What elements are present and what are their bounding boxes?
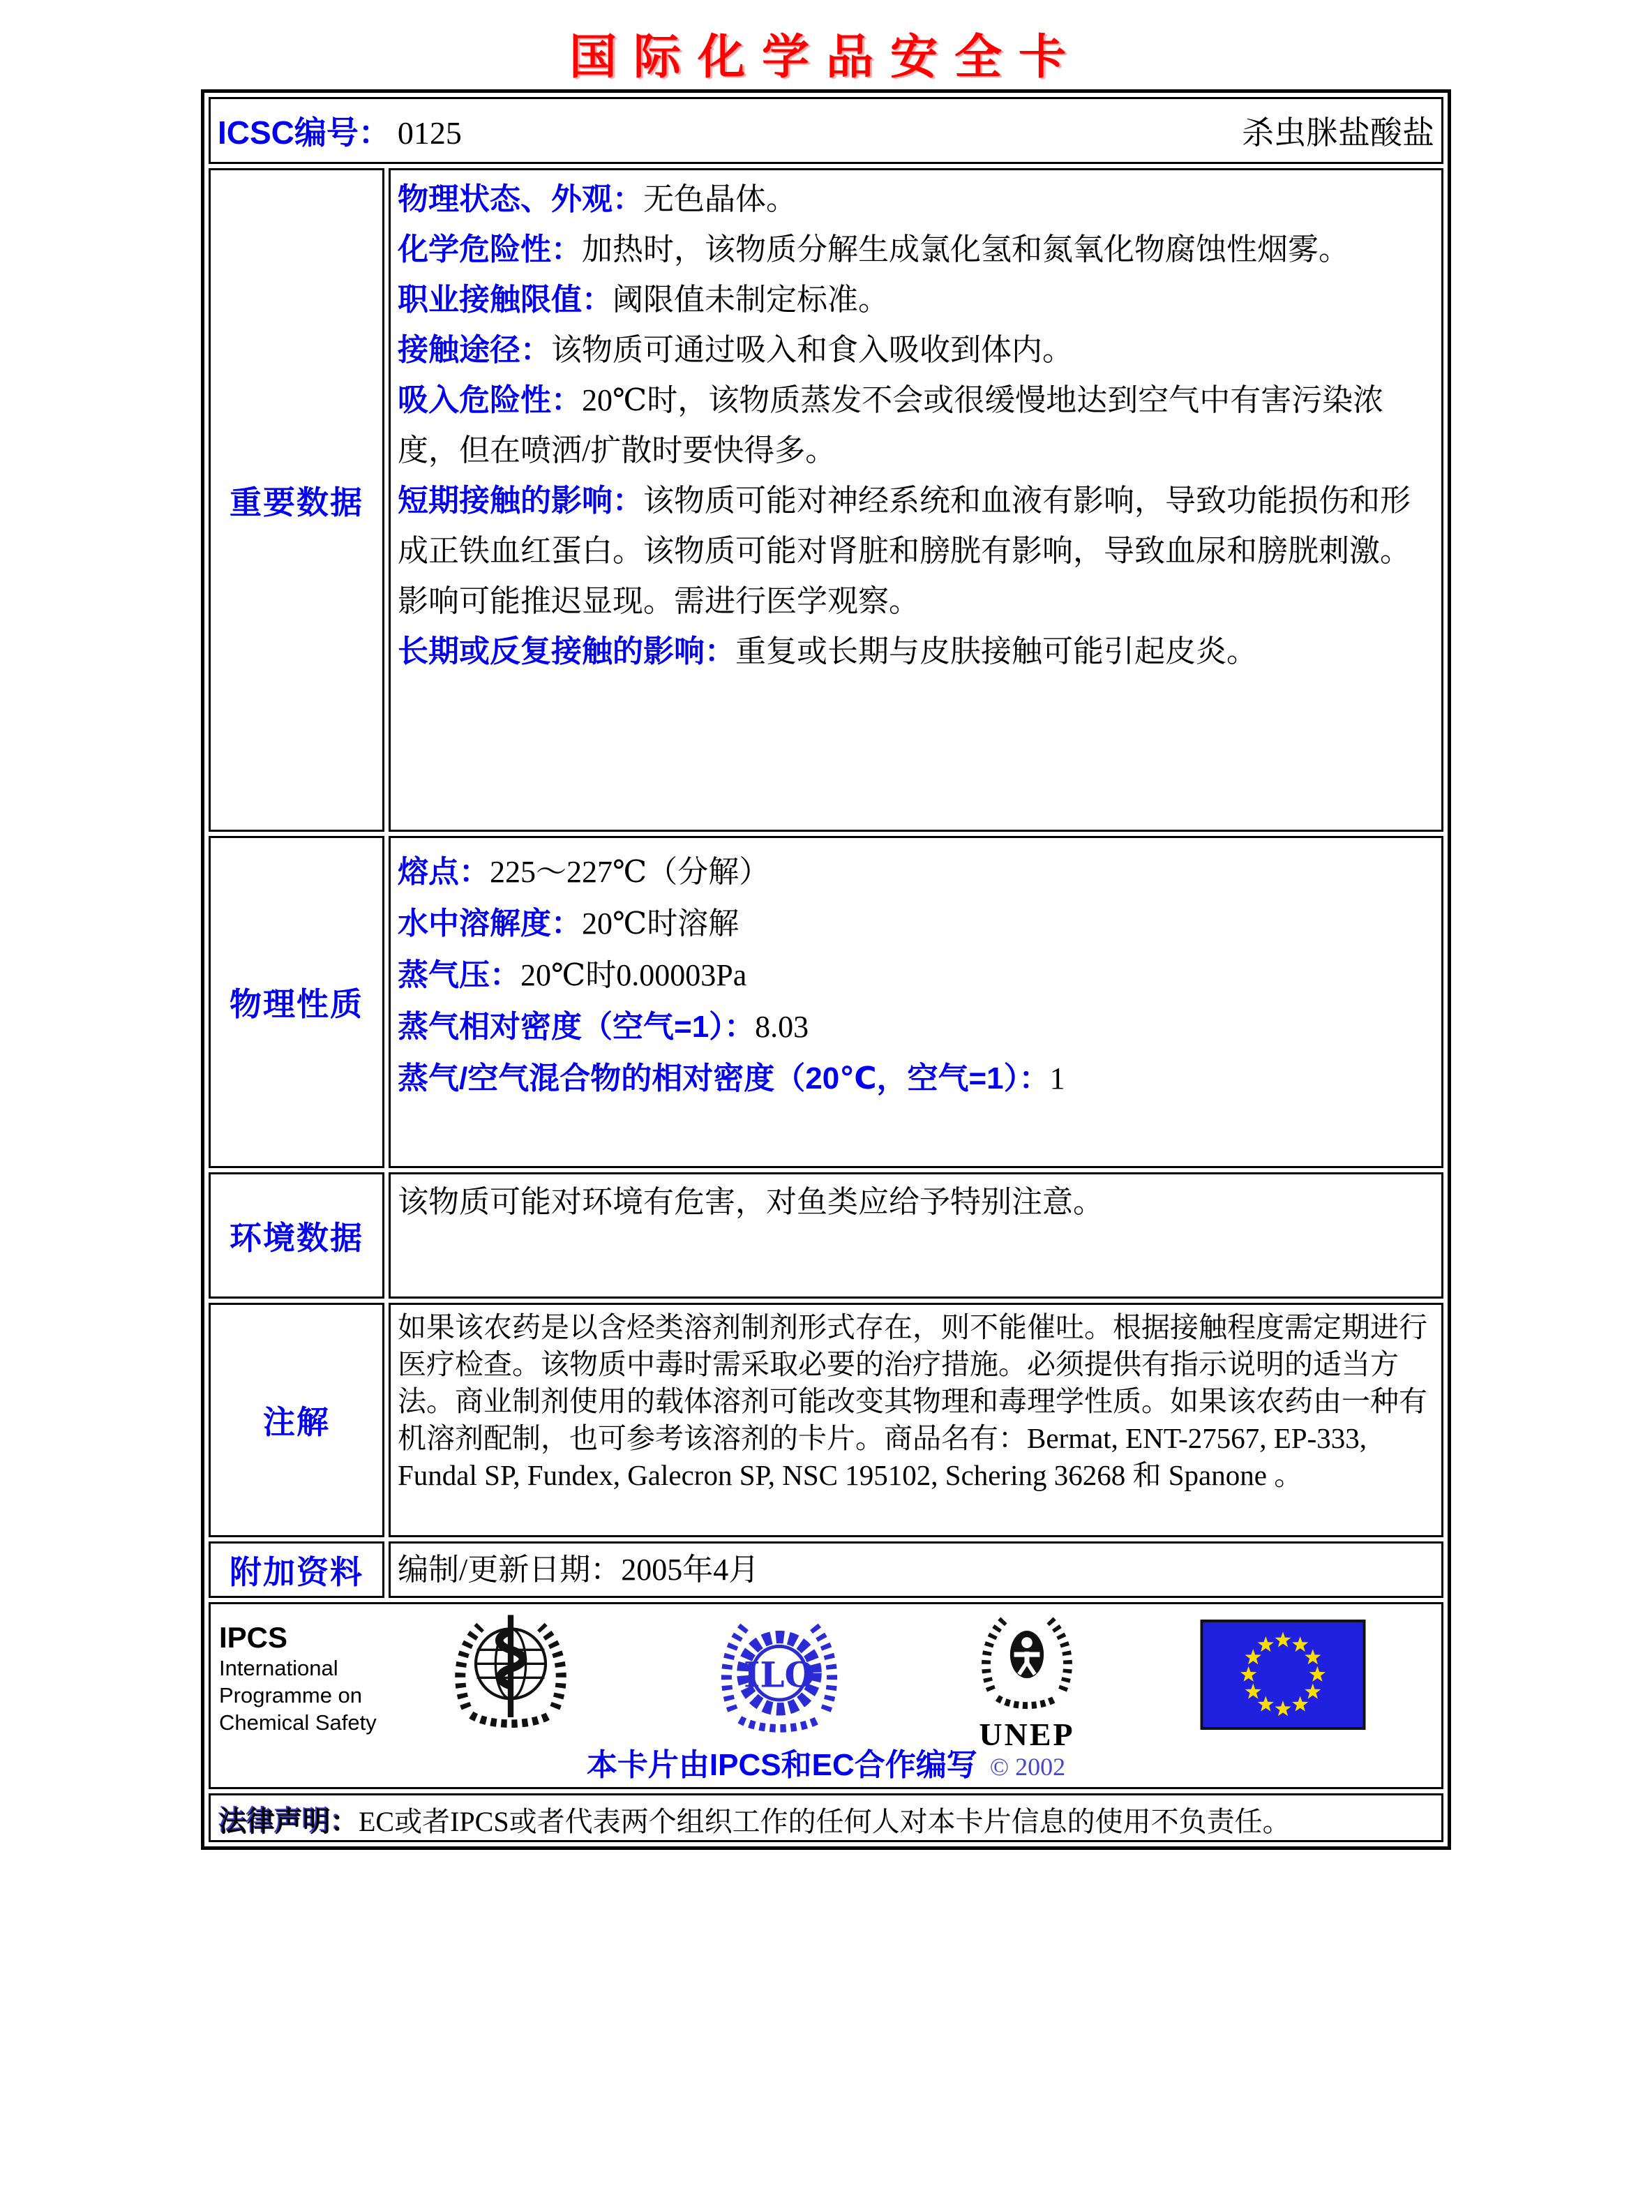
- additional-info-content: [389, 1541, 1443, 1598]
- field-vapor-pressure: 蒸气压：20℃时0.00003Pa: [398, 958, 747, 992]
- field-melting-point: 熔点：225～227℃（分解）: [398, 855, 770, 889]
- unep-label: UNEP: [979, 1717, 1075, 1752]
- physical-properties-content: [389, 836, 1443, 1168]
- logos-cell: [209, 1602, 1443, 1789]
- icsc-number-group: [218, 107, 462, 154]
- copyright-text: © 2002: [989, 1753, 1066, 1781]
- additional-info-row: [209, 1541, 1443, 1598]
- ipcs-text-block: IPCS International Programme on Chemical Safety: [219, 1621, 377, 1735]
- field-inhalation-risk: 吸入危险性：20℃时，该物质蒸发不会或很缓慢地达到空气中有害污染浓度，但在喷洒/扩散时要快得多。: [398, 383, 1384, 468]
- ipcs-title: IPCS: [219, 1621, 288, 1654]
- field-exposure-routes: 接触途径：该物质可通过吸入和食入吸收到体内。: [398, 333, 1073, 367]
- important-data-content: [389, 168, 1443, 832]
- credit-text: 本卡片由IPCS和EC合作编写: [586, 1748, 977, 1782]
- icsc-card: [201, 89, 1451, 1850]
- chemical-name: 杀虫脒盐酸盐: [1242, 115, 1434, 151]
- update-date: 编制/更新日期：2005年4月: [398, 1553, 760, 1587]
- field-physical-state: 物理状态、外观：无色晶体。: [398, 182, 797, 216]
- logos-row: [209, 1602, 1443, 1789]
- unep-logo-block: [947, 1607, 1107, 1750]
- page-title: 国际化学品安全卡: [569, 31, 1083, 84]
- important-data-row: [209, 168, 1443, 832]
- physical-properties-row: [209, 836, 1443, 1168]
- notes-row: [209, 1303, 1443, 1537]
- icsc-number-label: ICSC编号：: [218, 114, 391, 151]
- notes-content: 如果该农药是以含烃类溶剂制剂形式存在，则不能催吐。根据接触程度需定期进行医疗检查。该物质中毒时需采取必要的治疗措施。必须提供有指示说明的适当方法。商业制剂使用的载体溶剂可能改变其物理和毒理学性质。如果该农药由一种有机溶剂配制，也可参考该溶剂的卡片。商品名有：Bermat, ENT-27567, EP-333, Fundal SP, Fundex, Galecron SP, NSC 195102, Schering 36268 和 Spanone 。: [389, 1303, 1443, 1537]
- environment-data-content: 该物质可能对环境有危害，对鱼类应给予特别注意。: [389, 1172, 1443, 1299]
- eu-flag-icon: [1200, 1620, 1366, 1730]
- field-long-term-effects: 长期或反复接触的影响：重复或长期与皮肤接触可能引起皮炎。: [398, 634, 1257, 668]
- ilo-letters: ILO: [743, 1654, 816, 1696]
- environment-data-row: [209, 1172, 1443, 1299]
- section-label-additional-info: 附加资料: [209, 1541, 384, 1598]
- field-chemical-danger: 化学危险性：加热时，该物质分解生成氯化氢和氮氧化物腐蚀性烟雾。: [398, 232, 1349, 267]
- field-water-solubility: 水中溶解度：20℃时溶解: [398, 906, 739, 941]
- field-vapor-air-density: 蒸气/空气混合物的相对密度（20℃，空气=1）：1: [398, 1061, 1065, 1096]
- ilo-emblem-icon: [709, 1606, 849, 1745]
- section-label-physical-properties: 物理性质: [209, 836, 384, 1168]
- field-vapor-density: 蒸气相对密度（空气=1）：8.03: [398, 1010, 809, 1044]
- icsc-number-value: 0125: [397, 115, 462, 151]
- field-short-term-effects: 短期接触的影响：该物质可能对神经系统和血液有影响，导致功能损伤和形成正铁血红蛋白。该物质可能对肾脏和膀胱有影响，导致血尿和膀胱刺激。影响可能推迟显现。需进行医学观察。: [398, 484, 1411, 618]
- field-occupational-limit: 职业接触限值：阈限值未制定标准。: [398, 283, 889, 317]
- who-emblem-icon: [441, 1606, 580, 1745]
- legal-text: EC或者IPCS或者代表两个组织工作的任何人对本卡片信息的使用不负责任。: [359, 1806, 1291, 1837]
- credit-line: [211, 1740, 1441, 1784]
- section-label-notes: 注解: [209, 1303, 384, 1537]
- unep-emblem-icon: [962, 1607, 1092, 1716]
- legal-label: 法律声明：: [219, 1807, 359, 1837]
- section-label-important-data: 重要数据: [209, 168, 384, 832]
- header-row: [209, 97, 1443, 164]
- header-cell: [209, 97, 1443, 164]
- section-label-environment-data: 环境数据: [209, 1172, 384, 1299]
- legal-row: [209, 1793, 1443, 1842]
- legal-cell: [209, 1793, 1443, 1842]
